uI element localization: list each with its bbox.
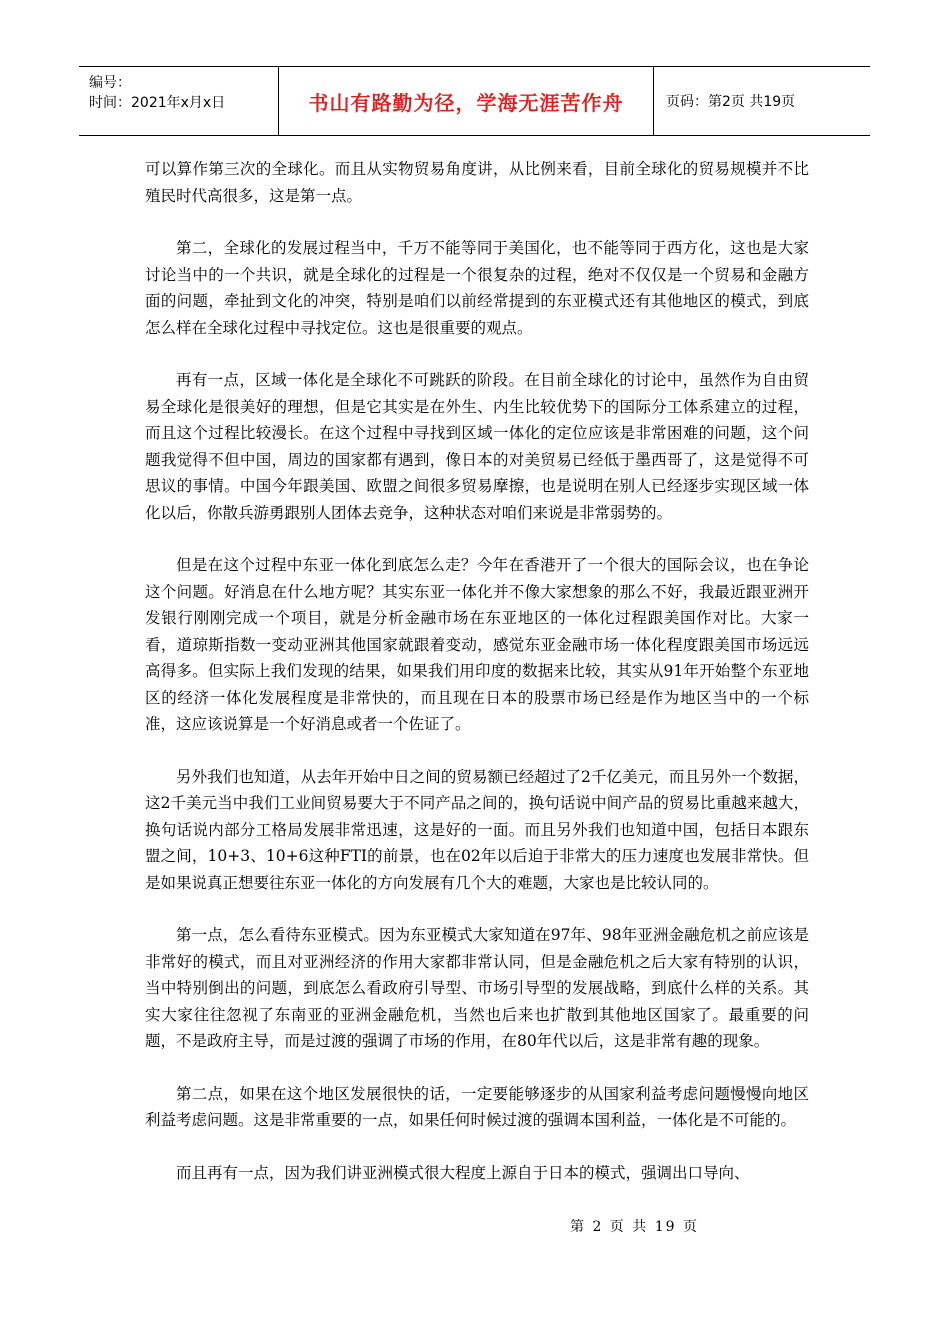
document-body	[145, 156, 809, 1212]
header-motto: 书山有路勤为径，学海无涯苦作舟	[279, 67, 654, 135]
paragraph: 但是在这个过程中东亚一体化到底怎么走？今年在香港开了一个很大的国际会议，也在争论这个问题。好消息在什么地方呢？其实东亚一体化并不像大家想象的那么不好，我最近跟亚洲开发银行刚刚完成一个项目，就是分析金融市场在东亚地区的一体化过程跟美国作对比。大家一看，道琼斯指数一变动亚洲其他国家就跟着变动，感觉东亚金融市场一体化程度跟美国市场远远高得多。但实际上我们发现的结果，如果我们用印度的数据来比较，其实从91年开始整个东亚地区的经济一体化发展程度是非常快的，而且现在日本的股票市场已经是作为地区当中的一个标准，这应该说算是一个好消息或者一个佐证了。	[145, 556, 809, 733]
paragraph: 而且再有一点，因为我们讲亚洲模式很大程度上源自于日本的模式，强调出口导向、	[176, 1163, 750, 1182]
header-meta	[79, 67, 279, 135]
paragraph: 可以算作第三次的全球化。而且从实物贸易角度讲，从比例来看，目前全球化的贸易规模并不比殖民时代高很多，这是第一点。	[145, 160, 809, 205]
doc-number-label: 编号：	[89, 75, 131, 91]
header-page-info: 页码：第2页 共19页	[666, 94, 796, 110]
doc-date-label: 时间：2021年x月x日	[89, 95, 226, 111]
paragraph: 第二，全球化的发展过程当中，千万不能等同于美国化，也不能等同于西方化，这也是大家讨论当中的一个共识，就是全球化的过程是一个很复杂的过程，绝对不仅仅是一个贸易和金融方面的问题，牵扯到文化的冲突，特别是咱们以前经常提到的东亚模式还有其他地区的模式，到底怎么样在全球化过程中寻找定位。这也是很重要的观点。	[145, 239, 809, 337]
page-header	[79, 66, 870, 136]
paragraph: 第一点，怎么看待东亚模式。因为东亚模式大家知道在97年、98年亚洲金融危机之前应该是非常好的模式，而且对亚洲经济的作用大家都非常认同，但是金融危机之后大家有特别的认识，当中特别倒出的问题，到底怎么看政府引导型、市场引导型的发展战略，到底什么样的关系。其实大家往往忽视了东南亚的亚洲金融危机，当然也后来也扩散到其他地区国家了。最重要的问题，不是政府主导，而是过渡的强调了市场的作用，在80年代以后，这是非常有趣的现象。	[145, 926, 809, 1050]
paragraph: 另外我们也知道，从去年开始中日之间的贸易额已经超过了2千亿美元，而且另外一个数据，这2千美元当中我们工业间贸易要大于不同产品之间的，换句话说中间产品的贸易比重越来越大，换句话说内部分工格局发展非常迅速，这是好的一面。而且另外我们也知道中国，包括日本跟东盟之间，10+3、10+6这种FTI的前景，也在02年以后迫于非常大的压力速度也发展非常快。但是如果说真正想要往东亚一体化的方向发展有几个大的难题，大家也是比较认同的。	[145, 767, 809, 892]
page-footer: 第 2 页 共 19 页	[570, 1219, 699, 1235]
paragraph: 再有一点，区域一体化是全球化不可跳跃的阶段。在目前全球化的讨论中，虽然作为自由贸易全球化是很美好的理想，但是它其实是在外生、内生比较优势下的国际分工体系建立的过程，而且这个过程比较漫长。在这个过程中寻找到区域一体化的定位应该是非常困难的问题，这个问题我觉得不但中国，周边的国家都有遇到，像日本的对美贸易已经低于墨西哥了，这是觉得不可思议的事情。中国今年跟美国、欧盟之间很多贸易摩擦，也是说明在别人已经逐步实现区域一体化以后，你散兵游勇跟别人团体去竞争，这种状态对咱们来说是非常弱势的。	[145, 371, 809, 522]
paragraph: 第二点，如果在这个地区发展很快的话，一定要能够逐步的从国家利益考虑问题慢慢向地区利益考虑问题。这是非常重要的一点，如果任何时候过渡的强调本国利益，一体化是不可能的。	[145, 1084, 809, 1129]
